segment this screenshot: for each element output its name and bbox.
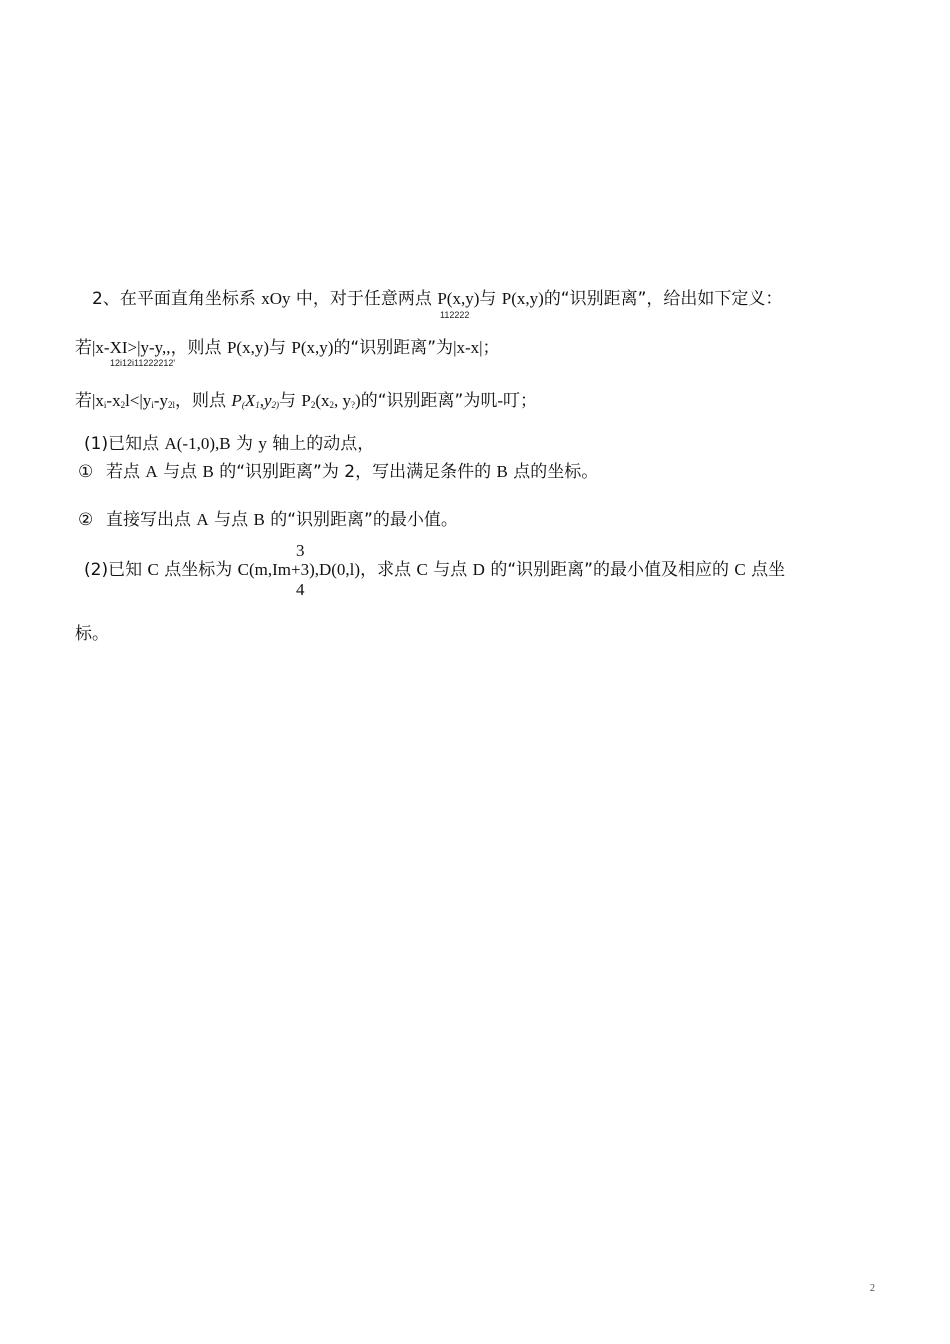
intro-text-h: 的“识别距离”，给出如下定义： [543,289,783,309]
problem-intro [92,289,782,309]
intro-text-g: P(x,y) [501,289,544,308]
def2-text-d: 的“识别距离”为 [360,391,481,411]
def2-point-p1: $P_(X_1,y_{2)}$ [231,391,279,410]
part2-text-i: 的“识别距离”的最小值及相应的 [484,560,735,580]
part1-text-a: (1)已知点 [84,434,165,454]
q2-text-b: A [196,510,209,529]
q1-text-g: 点的坐标。 [507,462,599,482]
part2-text-b: C [147,560,159,579]
part2-text-c: 点坐标为 [158,560,238,580]
def2-abs-expression: $|x_i-x_2l<|y_i-y_{2l}$ [92,391,176,410]
part2-text-e: ，求点 [360,560,417,580]
def1-text-g: 的“识别距离”为 [333,338,454,358]
page-number: 2 [870,1283,875,1294]
part2-text-k: 点坐 [745,560,786,580]
question-1 [78,462,598,482]
intro-text-b: xOy [261,289,291,308]
def1-text-b: |x-XI>|y-y,, [92,338,171,357]
intro-text-a: 2、在平面直角坐标系 [92,289,262,309]
def1-text-a: 若 [75,338,92,358]
q1-text-e: 的“识别距离”为 2，写出满足条件的 [213,462,497,482]
def1-text-h: |x-x| [453,338,483,357]
q1-text-f: B [496,462,508,481]
q2-text-c: 与点 [208,510,254,530]
def1-text-f: P(x,y) [291,338,334,357]
part1-text-b: A(-1,0),B [164,434,231,453]
part2-text-j: C [734,560,746,579]
def2-text-b: ，则点 [175,391,232,411]
part1-text-d: y [258,434,267,453]
def2-text-c: 与 [279,391,302,411]
fraction-numerator: 3 [296,541,305,560]
fraction-denominator: 4 [296,580,305,599]
def1-text-d: P(x,y) [226,338,269,357]
intro-text-c: 中，对于任意两点 [290,289,438,309]
part-2-continuation: 标。 [75,624,109,644]
def1-text-e: 与 [269,338,292,358]
def1-subscripts: 12i12i11222212' [110,358,176,368]
intro-text-e: (x,y) [446,289,480,308]
part2-text-h: D [472,560,485,579]
q2-text-d: B [253,510,265,529]
part2-text-a: (2)已知 [84,560,148,580]
part1-text-e: 轴上的动点， [266,434,375,454]
circled-one-marker: ① [78,462,94,482]
circled-two-marker: ② [78,510,94,530]
def1-text-i: ； [482,338,500,358]
def1-text-c: ，则点 [170,338,227,358]
q2-text-a: 直接写出点 [106,510,197,530]
definition-2 [75,391,537,415]
def2-text-f: ； [520,391,538,411]
definition-1 [75,338,500,358]
q1-text-c: 与点 [157,462,203,482]
q1-text-a: 若点 [106,462,146,482]
part2-text-g: 与点 [427,560,473,580]
q1-text-d: B [202,462,214,481]
def2-text-a: 若 [75,391,92,411]
intro-subscripts: 112222 [440,310,470,320]
part-1 [84,434,374,454]
intro-text-f: 与 [479,289,502,309]
part1-text-c: 为 [230,434,259,454]
part2-text-d: C(m,Im+3),D(0,l) [237,560,361,579]
intro-text-d: P [437,289,447,308]
q2-text-e: 的“识别距离”的最小值。 [264,510,458,530]
part-2 [84,560,785,580]
def2-point-p2: $P_2(x_2$, $y_?$) [301,391,361,410]
part2-text-f: C [416,560,428,579]
def2-text-e: 叽-叮 [480,391,521,410]
question-2 [78,510,458,530]
q1-text-b: A [145,462,158,481]
